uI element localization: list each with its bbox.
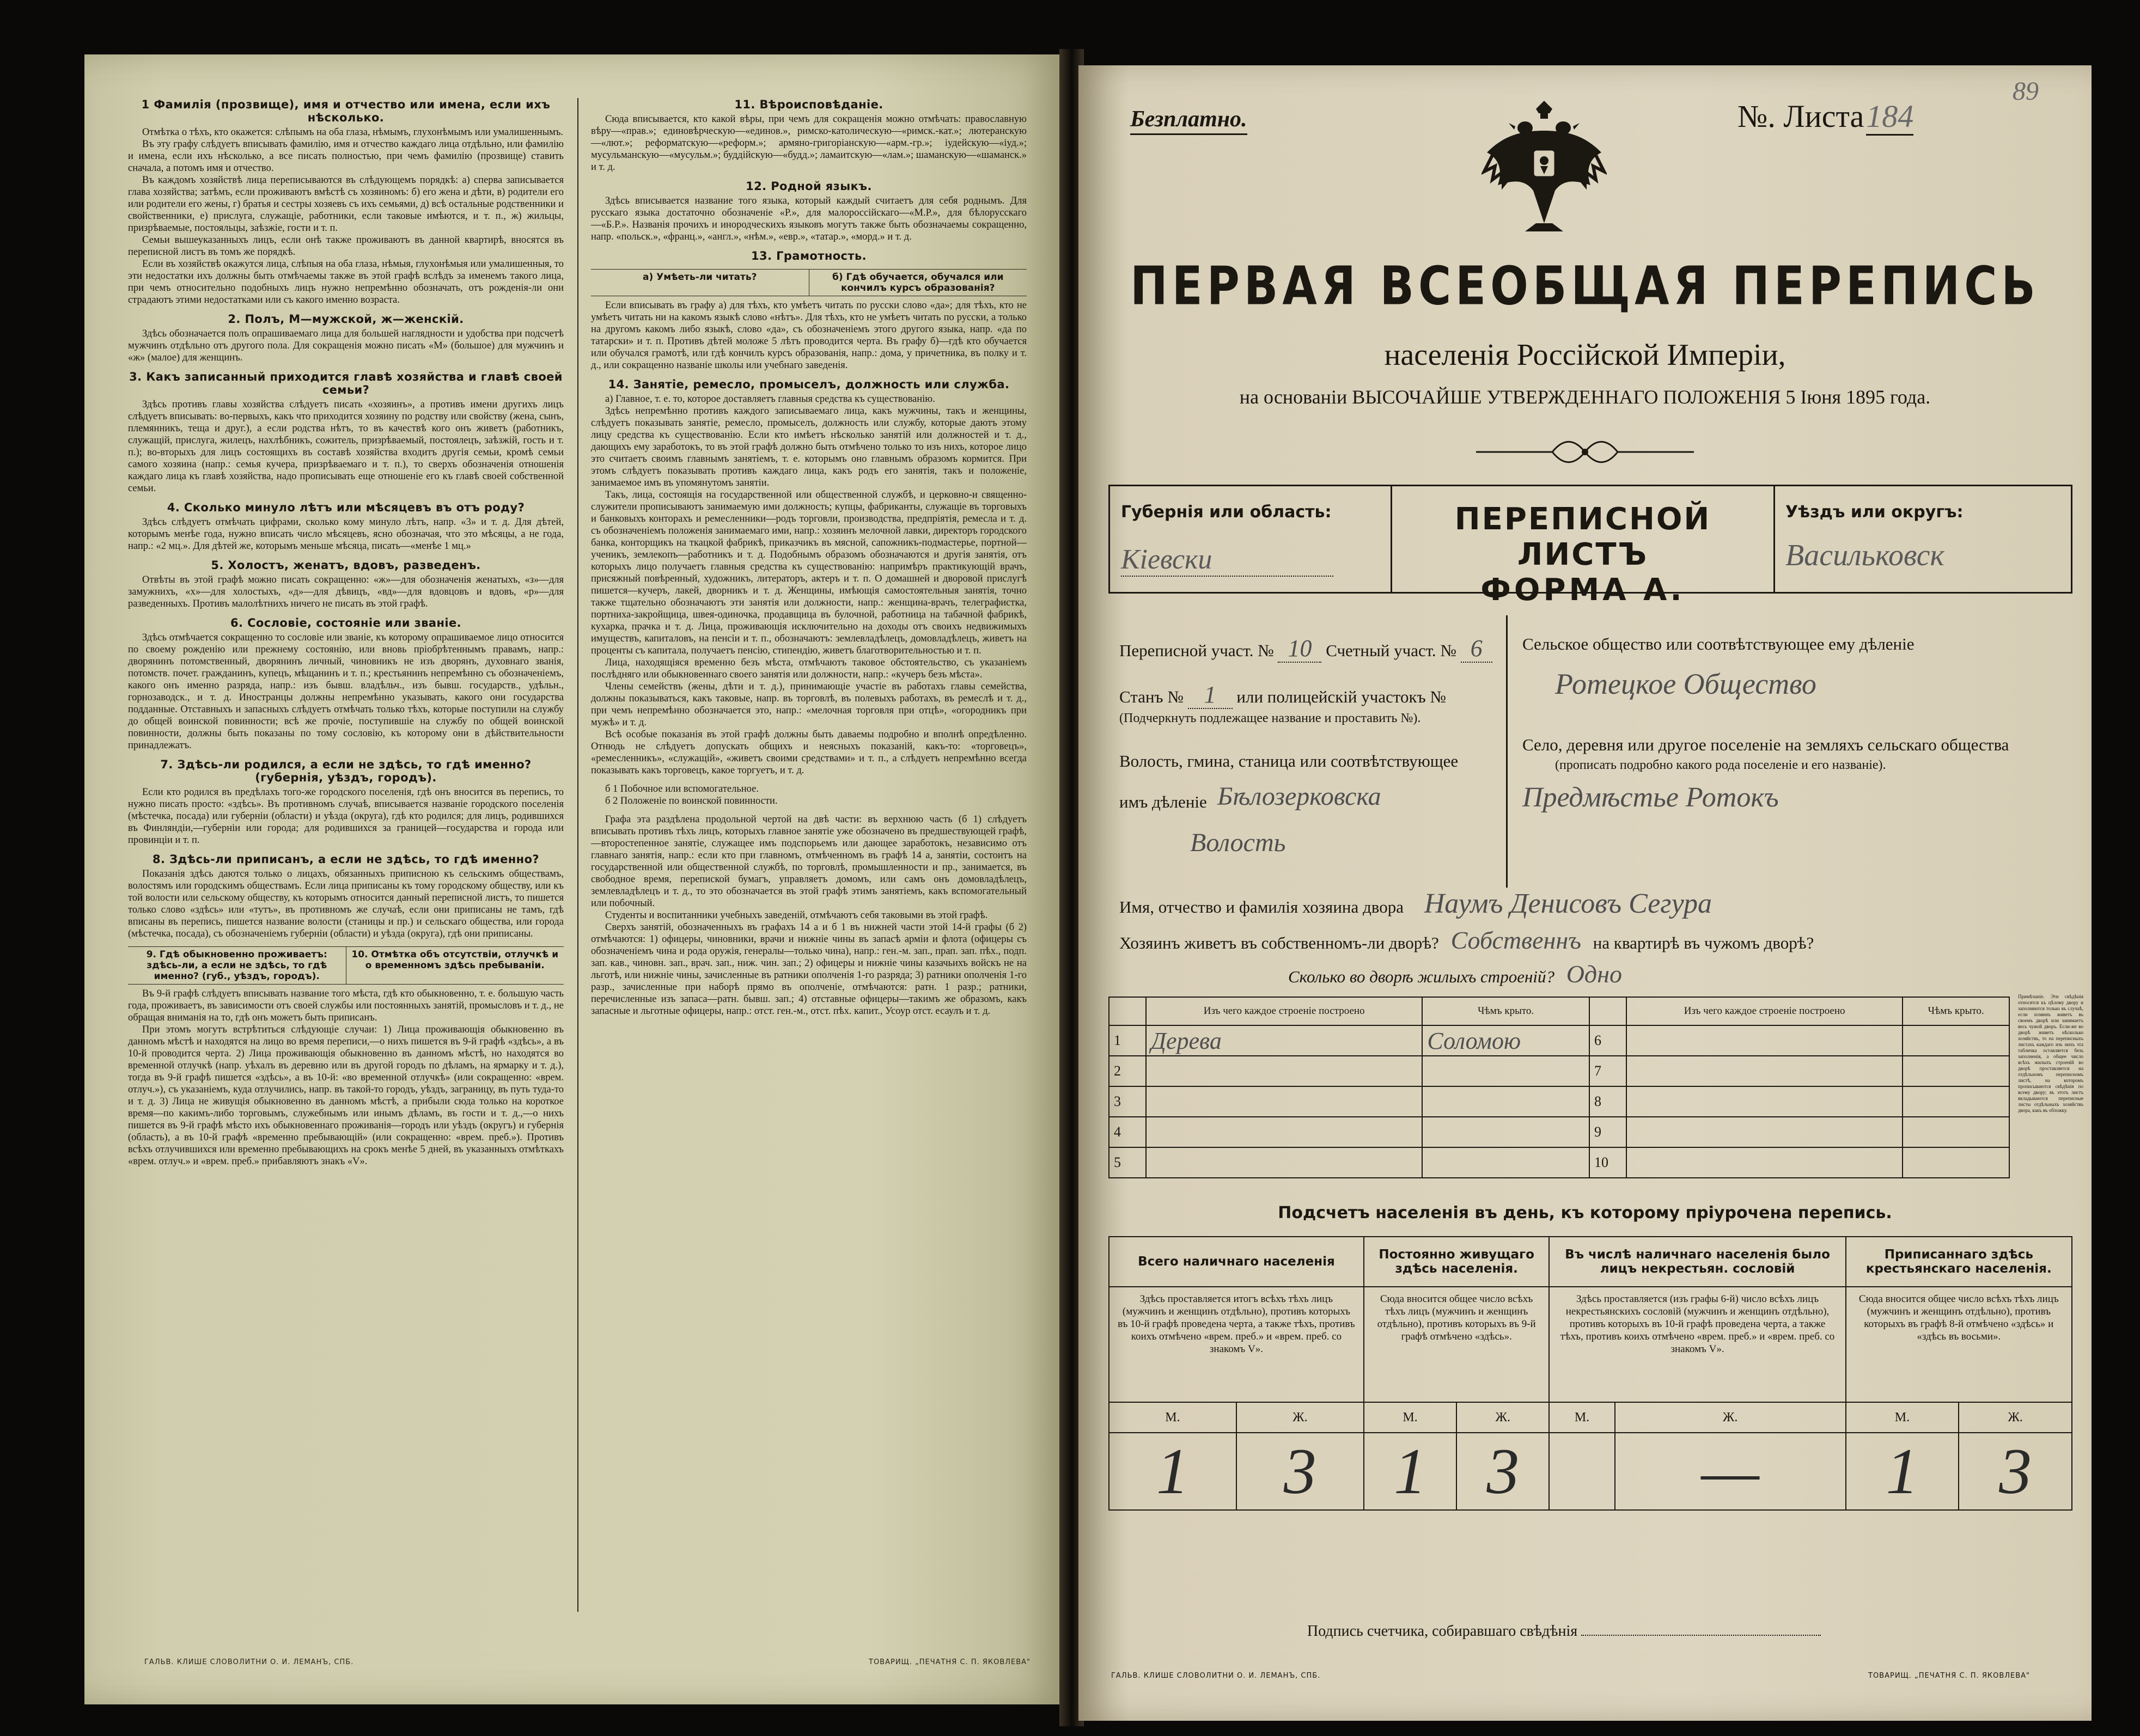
- owner-field: [1119, 888, 1712, 920]
- form-fields: [1108, 615, 2072, 988]
- instruction-paragraph: б 1 Побочное или вспомогательное.: [605, 784, 759, 794]
- form-title: ПЕРВАЯ ВСЕОБЩАЯ ПЕРЕПИСЬ: [1130, 256, 2040, 317]
- instruction-section: [591, 180, 1027, 243]
- building-number: 1: [1109, 1025, 1146, 1056]
- tally-female-value: —: [1615, 1433, 1846, 1510]
- rural-society-label: Сельское общество или соотвѣтствующее ему дѣленіе: [1522, 634, 1915, 653]
- instruction-heading: 8. Здѣсь-ли приписанъ, а если не здѣсь, то гдѣ именно?: [153, 853, 539, 866]
- instruction-sections-right: [591, 98, 1027, 262]
- signature-label: Подпись счетчика, собиравшаго свѣдѣнія: [1307, 1623, 1578, 1640]
- form-subtitle: населенія Россійской Имперіи,: [1384, 338, 1786, 372]
- count-district-value: 6: [1461, 635, 1492, 663]
- volost-value: Бѣлозерковска: [1217, 782, 1381, 811]
- instruction-paragraph: Здѣсь вписывается название того языка, который каждый считаетъ для себя роднымъ. Для русскаго языка достаточно обозначеніе «Р.», для малороссійскаго—«М.Р.», для бѣлорусскаго—«Б.Р.». Названія прочихъ и инородческихъ языковъ могутъ также быть обозначаемы сокращенно, напр. «польск.», «франц.», «англ.», «нѣм.», «евр.», «татар.», «морд.» и т. д.: [591, 195, 1027, 242]
- instruction-paragraph: При этомъ могутъ встрѣтиться слѣдующіе случаи: 1) Лица проживающія обыкновенно въ данномъ мѣстѣ и находятся на лицо во время переписи,—о нихъ пишется въ 9-й графѣ «здѣсь», а въ 10-й проводится черта. 2) Лица проживающія обыкновенно въ данномъ мѣстѣ, но находятся во временной отлучкѣ (напр. уѣхалъ въ деревню или въ другой городъ по дѣламъ, на ярмарку и т. д.), тогда въ 9-й графѣ пишется «здѣсь», а въ 10-й: «во временной отлучкѣ» (или сокращенно: «врем. отлуч.»), съ указаніемъ, куда отлучились, напр. въ такой-то городъ, уѣздъ, заграницу, въ путь туда-то и т. д. 3) Лица не живущія обыкновенно въ данномъ мѣстѣ, а прибыли сюда только на короткое время—по какимъ-либо торговымъ, служебнымъ или инымъ дѣламъ, въ гости и т. д.,—о нихъ пишется въ 9-й графѣ мѣсто ихъ обыкновеннаго проживанія—городъ или уѣздъ (округъ) и губернія (область), а въ 10-й графѣ «временно пребывающій» (или сокращенно: «врем. преб.»). Противъ всѣхъ отлучившихся или временно пребывающихъ на срокъ менѣе 5 дней, въ указанныхъ отмѣткахъ «врем. отлуч.» и «врем. преб.» прибавляютъ знакъ «V».: [128, 1024, 564, 1167]
- building-number: 6: [1589, 1025, 1626, 1056]
- printer-imprint-right: ТОВАРИЩ. „ПЕЧАТНЯ С. П. ЯКОВЛЕВА": [869, 1658, 1031, 1666]
- instruction-section: [591, 378, 1027, 777]
- building-material: [1626, 1117, 1903, 1147]
- building-material: [1146, 1147, 1422, 1178]
- instruction-paragraph: Показанія здѣсь даются только о лицахъ, обязанныхъ приписною къ сельскимъ обществамъ, волостямъ или городскимъ обществамъ. Если лица приписаны къ тому городскому обществу, или къ той волости или сельскому обществу, къ которымъ относится данный переписной листъ, то пишется только слово «здѣсь» или «тутъ», въ противномъ же случаѣ, если они приписаны не тамъ, гдѣ вписаны въ перепись, пишется название волости (станицы и пр.) и сельскаго общества, или города (мѣстечка, посада), съ обозначеніемъ губерніи (области) и уѣзда (округа), гдѣ они приписаны.: [128, 869, 564, 939]
- instruction-section: [128, 501, 564, 552]
- buildings-table: [1108, 997, 2010, 1178]
- volost-label-2: имъ дѣленіе: [1119, 792, 1207, 811]
- instruction-paragraph: б 2 Положеніе по воинской повинности.: [605, 796, 778, 806]
- buildings-count-value: Одно: [1566, 960, 1623, 988]
- printer-imprint-form-right: ТОВАРИЩ. „ПЕЧАТНЯ С. П. ЯКОВЛЕВА": [1868, 1672, 2031, 1680]
- volost-label: Волость, гмина, станица или соотвѣтствующее: [1119, 751, 1459, 771]
- instruction-heading: 7. Здѣсь-ли родился, а если не здѣсь, то гдѣ именно? (губернія, уѣздъ, городъ).: [160, 758, 532, 784]
- sheet-number-value: 184: [1866, 99, 1913, 136]
- enumerator-signature: [1307, 1623, 1821, 1640]
- instruction-sections-right-tail: [591, 299, 1027, 1017]
- instruction-paragraph: а) Главное, т. е. то, которое доставляетъ главныя средства къ существованію.: [605, 394, 935, 405]
- rural-society-value: Ротецкое Общество: [1555, 668, 1816, 700]
- buildings-table-header: [1109, 997, 2009, 1025]
- instruction-section: [128, 370, 564, 494]
- ornament-divider-icon: [1471, 436, 1699, 468]
- tally-column-heading: Всего наличнаго населенія: [1109, 1237, 1364, 1287]
- tally-male-value: 1: [1846, 1433, 1959, 1510]
- instruction-section: [128, 616, 564, 751]
- instruction-section: [128, 313, 564, 364]
- table-row: [1109, 1086, 2009, 1117]
- tally-header-row: [1109, 1237, 2072, 1287]
- building-material: [1626, 1025, 1903, 1056]
- instruction-heading-10: 10. Отмѣтка объ отсутствіи, отлучкѣ и о временномъ здѣсь пребываніи.: [346, 947, 564, 984]
- instruction-paragraph: Сверхъ занятій, обозначенныхъ въ графахъ 14 а и б 1 въ нижней части этой 14-й графы (б 2) отмѣчаются: 1) офицеры, чиновники, врачи и нижніе чины въ запасѣ арміи и флота (офицеры съ обозначеніемъ чина и рода оружія, генералы—только чина), напр.: ген.-м. зап., прап. зап. пѣх., подп. зап. кав., чиновн. зап., врач. зап., ниж. чин. зап.; 2) офицеры и нижніе чины казачьихъ войскъ не на льготѣ, или нижніе чины, зачисленные въ ратники ополченія 1-го разряда; 3) ратники ополченія 1-го разр., зачисленные при наборѣ прямо въ ополченіе, отмѣчаются: ратн. 1 разр.; ратники, перечисленные изъ запаса—ратн. бывш. зап.; 4) отставные офицеры—такимъ же образомъ, какъ запасные и льготные офицеры, напр.: отст. ген.-м., отст. пѣх. капит., Усоур отст. есаулъ и т. д.: [591, 922, 1027, 1017]
- form-legal-basis: на основаніи ВЫСОЧАЙШЕ УТВЕРЖДЕННАГО ПОЛОЖЕНІЯ 5 Іюня 1895 года.: [1239, 386, 1931, 408]
- census-sheet-title: [1391, 486, 1775, 608]
- census-district-label: Переписной участ. №: [1119, 641, 1274, 660]
- instruction-paragraph: Въ каждомъ хозяйствѣ лица переписываются въ слѣдующемъ порядкѣ: а) сперва записывается глава хозяйства; затѣмъ, если проживаютъ вмѣстѣ съ хозяиномъ: б) его жена и дѣти, в) родители его или родители его жены, г) братья и сестры хозяевъ съ ихъ семьями, д) всѣ остальные родственники и свойственники, е) прислуга, служащіе, работники, если таковые имѣются, и т. п., ж) жильцы, призрѣваемые, постояльцы, заѣзжіе, гости и т. п.: [128, 175, 564, 234]
- volost-value-2: Волость: [1190, 828, 1286, 857]
- instruction-heading: 3. Какъ записанный приходится главѣ хозяйства и главѣ своей семьи?: [129, 370, 563, 396]
- split-heading-13: [591, 269, 1027, 296]
- table-row: [1109, 1025, 2009, 1056]
- building-roof: Соломою: [1422, 1025, 1589, 1056]
- tally-column-heading: Постоянно живущаго здѣсь населенія.: [1364, 1237, 1550, 1287]
- building-roof: [1422, 1086, 1589, 1117]
- instruction-paragraph: Такъ, лица, состоящія на государственной или общественной службѣ, и церковно-и священно-служители прописываютъ занимаемую ими должность; купцы, фабриканты, служащіе въ торговыхъ и банковыхъ конторахъ и ремесленники—родъ торговли, производства, предпріятія, ремесла и т. д. съ обозначеніемъ положенія занимаемаго ими, напр.: хозяинъ мелочной лавки, директоръ городского банка, конторщикъ на ткацкой фабрикѣ, приказчикъ въ мясной, сапожникъ-подмастерье, портной—ученикъ, землекопъ—работникъ и т. д. Подобнымъ образомъ обозначаются и другія занятія, отъ которыхъ лицо получаетъ главныя средства къ существованію: напримѣръ практикующій врачъ, присяжный повѣренный, художникъ, литераторъ, актеръ и т. п. О домашней и дворовой прислугѣ пишется—кучеръ, лакей, дворникъ и т. д. Женщины, имѣющія самостоятельныя занятія, точно также тщательно обозначаютъ эти занятія или должности, напр.: женщина-врачъ, телеграфистка, портниха-закройщица, швея-одиночка, продавщица въ булочной, работница на табачной фабрикѣ, кухарка, прачка и т. д. Лица, проживающія исключительно на доходы отъ своихъ недвижимыхъ имуществъ, капиталовъ, на пенсіи и т. п., обозначаютъ: землевладѣлецъ, домовладѣлецъ, живетъ на проценты съ капитала, получаетъ пенсію, стипендію, живетъ благотворительностью и т. п.: [591, 490, 1027, 656]
- instruction-paragraph: Члены семействъ (жены, дѣти и т. д.), принимающіе участіе въ работахъ главы семейства, должны показываться, какъ таковые, напр. въ торговлѣ, въ полевыхъ работахъ, въ ремеслѣ и т. д., при чемъ непремѣнно обозначается это, напр.: «мелочная торговля при отцѣ», «огородникъ при мужѣ» и т. д.: [591, 681, 1027, 728]
- tally-female-label: Ж.: [1959, 1402, 2072, 1433]
- building-material: [1626, 1147, 1903, 1178]
- building-number: 9: [1589, 1117, 1626, 1147]
- instruction-paragraph: Студенты и воспитанники учебныхъ заведеній, отмѣчаютъ себя таковыми въ этой графѣ.: [605, 910, 988, 921]
- village-label: Село, деревня или другое поселеніе на земляхъ сельскаго общества: [1522, 735, 2009, 754]
- tally-male-value: 1: [1109, 1433, 1236, 1510]
- tally-female-value: 3: [1236, 1433, 1364, 1510]
- instruction-section: [591, 299, 1027, 371]
- instruction-heading-13b: б) Гдѣ обучается, обучался или кончилъ курсъ образованія?: [809, 270, 1027, 296]
- table-row: [1109, 1117, 2009, 1147]
- tally-description-row: [1109, 1287, 2072, 1402]
- instruction-section: [591, 814, 1027, 1017]
- building-roof: [1903, 1147, 2009, 1178]
- instruction-paragraph: Отвѣты въ этой графѣ можно писать сокращенно: «ж»—для обозначенія женатыхъ, «з»—для замужнихъ, «х»—для холостыхъ, «д»—для дѣвицъ, «вд»—для вдовцовъ и вдовъ, «р»—для разведенныхъ. Противъ малолѣтнихъ ничего не писать въ этой графѣ.: [128, 574, 564, 609]
- district-value: Васильковск: [1785, 539, 1944, 572]
- tally-female-value: 3: [1959, 1433, 2072, 1510]
- instruction-paragraph: Если вписывать въ графу а) для тѣхъ, кто умѣетъ читать по русски слово «да»; для тѣхъ, кто не умѣетъ читать ни на какомъ языкѣ слово «нѣтъ». Для тѣхъ, кто не умѣетъ читать по русски, а только на другомъ какомъ либо языкѣ, слово «да», съ обозначеніемъ этого другого языка, напр. «да по татарски» и т. п. Противъ дѣтей моложе 5 лѣтъ проводится черта. Въ графу б)—гдѣ кто обучается или обучался грамотѣ, или гдѣ кончилъ курсъ образованія, напр.: дома, у причетника, въ полку и т. д., или сокращенно названіе школы или учебнаго заведенія.: [591, 300, 1027, 371]
- building-roof: [1422, 1117, 1589, 1147]
- instruction-paragraph: Здѣсь непремѣнно противъ каждого записываемаго лица, какъ мужчины, такъ и женщины, слѣдуетъ показывать занятіе, ремесло, промыселъ, должность или службу, которые даютъ этому лицу средства къ существованію. Если кто имѣетъ нѣсколько занятій или должностей и т. д., дающихъ ему заработокъ, то въ этой графѣ должно быть отмѣчено только то изъ нихъ, которое лицо это считаетъ своимъ главнымъ занятіемъ, т. е. которымъ оно главнымъ образомъ кормится. При этомъ слѣдуетъ показывать противъ каждаго лица, какъ родъ его занятія, такъ и положеніе, занимаемое имъ въ упомянутомъ занятіи.: [591, 406, 1027, 488]
- instruction-paragraph: Здѣсь слѣдуетъ отмѣчать цифрами, сколько кому минуло лѣтъ, напр. «3» и т. д. Для дѣтей, которымъ менѣе года, нужно вписать число мѣсяцевъ, ясно обозначая, что это мѣсяцы, а не года, напр.: «2 мц.». Для дѣтей же, которымъ меньше мѣсяца, писать—«менѣе 1 мц.»: [128, 517, 564, 552]
- split-heading-9-10: [128, 946, 564, 985]
- building-roof: [1903, 1056, 2009, 1086]
- police-district-label: или полицейскій участокъ №: [1236, 687, 1446, 706]
- column-divider: [577, 98, 578, 1612]
- instruction-heading: 11. Вѣроисповѣданіе.: [734, 98, 883, 111]
- buildings-note: Примѣчаніе. Эти свѣдѣнія относятся къ цѣлому двору и заполняются только въ случаѣ, если хозяинъ живетъ въ своемъ дворѣ или занимаетъ весь чужой дворъ. Если-же во дворѣ живетъ нѣсколько хозяйствъ, то на переписныхъ листахъ каждаго изъ нихъ эта табличка оставляется безъ заполненія, а общее число всѣхъ жилыхъ строеній во дворѣ проставляется на отдѣльномъ переписномъ листѣ, на которомъ прописываются свѣдѣнія по всему двору; въ этотъ листъ вкладываются переписные листы отдѣльныхъ хозяйствъ двора, какъ въ обложку.: [2018, 994, 2083, 1113]
- table-header-cell: Чѣмъ крыто.: [1422, 997, 1589, 1025]
- instruction-section: [128, 559, 564, 610]
- building-roof: [1903, 1025, 2009, 1056]
- instruction-heading: 5. Холостъ, женатъ, вдовъ, разведенъ.: [211, 559, 481, 572]
- table-header-cell: [1109, 997, 1146, 1025]
- printer-imprint-left: ГАЛЬВ. КЛИШЕ СЛОВОЛИТНИ О. И. ЛЕМАНЪ, СПБ.: [144, 1658, 354, 1666]
- building-number: 10: [1589, 1147, 1626, 1178]
- building-number: 5: [1109, 1147, 1146, 1178]
- census-district-value: 10: [1278, 635, 1321, 663]
- province-label: Губернія или область:: [1121, 503, 1332, 522]
- building-number: 3: [1109, 1086, 1146, 1117]
- owner-value: Наумъ Денисовъ Сегура: [1424, 888, 1712, 919]
- instruction-paragraph: Здѣсь противъ главы хозяйства слѣдуетъ писать «хозяинъ», а противъ имени другихъ лицъ слѣдуетъ вписывать: во-первыхъ, какъ что приходится хозяину по родству или свойству (жена, сынъ, племянникъ, теща и друг.), а если родства нѣтъ, то въ качествѣ кого онъ живетъ (работникъ, служащій, прислуга, жилецъ, нахлѣбникъ, сожитель, призрѣваемый, постоялецъ, заѣзжій, гость и т. п.); во-вторыхъ для лицъ состоящихъ въ составѣ хозяйства входитъ другія семьи, кромѣ семьи самого хозяина (напр.: семья кучера, призрѣваемаго и т. п.), то сверхъ обозначенія отношенія каждаго лица къ главѣ хозяйства, надо прописывать еще отношеніе его къ главѣ своей собственной семьи.: [128, 399, 564, 494]
- tally-male-label: М.: [1846, 1402, 1959, 1433]
- tally-male-value: 1: [1364, 1433, 1456, 1510]
- building-material: Дерева: [1146, 1025, 1422, 1056]
- instruction-paragraph: Отмѣтка о тѣхъ, кто окажется: слѣпымъ на оба глаза, нѣмымъ, глухонѣмымъ или умалишеннымъ.: [142, 127, 564, 138]
- tally-column-heading: Въ числѣ наличнаго населенія было лицъ некрестьян. сословій: [1549, 1237, 1845, 1287]
- tally-heading: Подсчетъ населенія въ день, къ которому пріурочена перепись.: [1278, 1203, 1892, 1222]
- census-form-page: [1078, 65, 2092, 1721]
- tally-male-label: М.: [1549, 1402, 1614, 1433]
- building-roof: [1422, 1056, 1589, 1086]
- double-headed-eagle-icon: [1481, 98, 1607, 234]
- instruction-heading: 13. Грамотность.: [751, 249, 867, 262]
- building-roof: [1903, 1086, 2009, 1117]
- instruction-section: [591, 98, 1027, 173]
- tally-column-description: Сюда вносится общее число всѣхъ тѣхъ лицъ (мужчинъ и женщинъ отдѣльно), противъ которыхъ въ 9-й графѣ отмѣчено «здѣсь».: [1364, 1287, 1550, 1402]
- instruction-paragraph: Въ 9-й графѣ слѣдуетъ вписывать название того мѣста, гдѣ кто обыкновенно, т. е. большую часть года, проживаетъ, въ зависимости отъ своей службы или постоянныхъ занятій, промысловъ и т. д., не обращая вниманія на то, гдѣ онъ можетъ быть приписанъ.: [128, 988, 564, 1023]
- table-row: [1109, 1056, 2009, 1086]
- population-tally-table: [1108, 1236, 2072, 1511]
- instruction-paragraph: Графа эта раздѣлена продольной чертой на двѣ части: въ верхнюю часть (б 1) слѣдуетъ вписывать противъ тѣхъ лицъ, которыхъ главное занятіе уже обозначено въ предшествующей графѣ,—второстепенное занятіе, служащее имъ подспорьемъ или дающее заработокъ, независимо отъ главнаго занятія, напр.: если кто при главномъ, отмѣченномъ въ графѣ 14 а, занятіи, состоитъ на государственной или общественной службѣ, по торговлѣ, промышленности и пр., занимается, въ свободное время, перепиской бумагъ, управляетъ домомъ, или самъ онъ домовладѣлецъ, землевладѣлецъ и т. д., то это обозначается въ этой графѣ этимъ занятіемъ, какъ вспомогательный или побочный.: [591, 814, 1027, 909]
- instruction-heading: 14. Занятіе, ремесло, промыселъ, должность или служба.: [608, 378, 1010, 391]
- sheet-number: [1737, 98, 1913, 135]
- table-header-cell: Изъ чего каждое строеніе построено: [1146, 997, 1422, 1025]
- stan-value: 1: [1188, 681, 1233, 709]
- table-header-cell: [1589, 997, 1626, 1025]
- tally-female-label: Ж.: [1456, 1402, 1549, 1433]
- instruction-heading: 2. Полъ, М—мужской, ж—женскій.: [228, 313, 464, 326]
- buildings-count-label: Сколько во дворѣ жилыхъ строеній?: [1288, 967, 1554, 986]
- instruction-paragraph: Семьи вышеуказанныхъ лицъ, если онѣ также проживаютъ въ данной квартирѣ, вносятся въ переписной листъ въ томъ же порядкѣ.: [128, 235, 564, 258]
- printer-imprint-form-left: ГАЛЬВ. КЛИШЕ СЛОВОЛИТНИ О. И. ЛЕМАНЪ, СПБ.: [1111, 1672, 1321, 1680]
- stan-label: Станъ №: [1119, 687, 1184, 706]
- building-material: [1626, 1056, 1903, 1086]
- stan-note: (Подчеркнуть подлежащее название и проставить №).: [1119, 711, 1421, 725]
- instruction-section: [128, 758, 564, 846]
- instruction-section: [128, 98, 564, 306]
- owner-residence-field: [1119, 926, 1814, 955]
- building-number: 7: [1589, 1056, 1626, 1086]
- building-number: 2: [1109, 1056, 1146, 1086]
- tally-column-heading: Приписаннаго здѣсь крестьянскаго населенія.: [1846, 1237, 2072, 1287]
- census-district-field: [1119, 634, 1492, 662]
- tally-female-label: Ж.: [1615, 1402, 1846, 1433]
- instruction-paragraph: Здѣсь отмѣчается сокращенно то сословіе или званіе, къ которому опрашиваемое лицо относится по своему рожденію или прежнему состоянію, или вновь пріобрѣтеннымъ правамъ, напр.: дворянинъ потомственный, дворянинъ личный, чиновникъ не изъ дворянъ, духовнаго званія, потомств. почет. гражданинъ, купецъ, мѣщанинъ и т. п.; крестьянинъ непремѣнно съ обозначеніемъ, какого онъ именно разряда, напр.: изъ бывш. владѣльч., изъ бывш. государств., удѣльн., горнозаводск., и т. д. Иностранцы должны непремѣнно указывать, какого они государства подданные. Отставныхъ и запасныхъ слѣдуетъ отмѣчать только тѣхъ, которые поступили на службу до общей воинской повинности; всѣ же прочіе, поступившіе на службу по общей воинской повинности, должны быть показаны по тому сословію, къ которому они в дѣйствительности принадлежатъ.: [128, 632, 564, 751]
- instructions-column-left: [128, 98, 564, 1645]
- tally-values-row: [1109, 1433, 2072, 1510]
- instruction-9-10-text: [128, 988, 564, 1167]
- tally-column-description: Сюда вносится общее число всѣхъ тѣхъ лицъ (мужчинъ и женщинъ отдѣльно), противъ которыхъ въ графѣ 8-й отмѣчено «здѣсь» и «здѣсь въ восьми».: [1846, 1287, 2072, 1402]
- instruction-sections-left: [128, 98, 564, 940]
- instruction-paragraph: Лица, находящіяся временно безъ мѣста, отмѣчаютъ таковое обстоятельство, съ указаніемъ послѣдняго или обыкновеннаго своего занятія или должности, напр.: «кучеръ безъ мѣста».: [591, 657, 1027, 680]
- instruction-section: [128, 853, 564, 940]
- owner-residence-value: Собственнъ: [1450, 926, 1582, 954]
- tally-female-label: Ж.: [1236, 1402, 1364, 1433]
- instruction-paragraph: Если кто родился въ предѣлахъ того-же городского поселенія, гдѣ онъ вносится въ перепись, то нужно писать просто: «здѣсь». Въ противномъ случаѣ, вписывается названіе городского поселенія (мѣстечка, посада) или губерніи (области) и уѣзда (округа), гдѣ кто родился; для лицъ, родившихся въ Финляндіи,—губерніи или города; для родившихся за границей—государства и города или провинціи и т. п.: [128, 787, 564, 846]
- tally-male-value: [1549, 1433, 1614, 1510]
- instruction-heading: 1 Фамилія (прозвище), имя и отчество или имена, если ихъ нѣсколько.: [141, 98, 551, 124]
- fields-divider: [1506, 615, 1508, 888]
- tally-sex-row: [1109, 1402, 2072, 1433]
- building-material: [1146, 1056, 1422, 1086]
- tally-column-description: Здѣсь проставляется итогъ всѣхъ тѣхъ лицъ (мужчинъ и женщинъ отдѣльно), противъ которыхъ въ 10-й графѣ проведена черта, а также тѣхъ, противъ коихъ отмѣчено «врем. преб.» и «врем. преб. со знакомъ V».: [1109, 1287, 1364, 1402]
- signature-blank: [1581, 1635, 1821, 1636]
- stan-field: [1119, 681, 1446, 708]
- owner-residence-label-2: на квартирѣ въ чужомъ дворѣ?: [1593, 933, 1814, 952]
- buildings-count-field: [1288, 959, 1622, 988]
- province-value: Кіевски: [1121, 543, 1333, 577]
- village-value: Предмѣстье Ротокъ: [1522, 782, 1779, 813]
- table-header-cell: Чѣмъ крыто.: [1903, 997, 2009, 1025]
- building-material: [1146, 1117, 1422, 1147]
- count-district-label: Счетный участ. №: [1326, 641, 1457, 660]
- instruction-paragraph: Сюда вписывается, кто какой вѣры, при чемъ для сокращенія можно отмѣчать: православную вѣру—«прав.»; единовѣрческую—«единов.», римско-католическую—«римск.-кат.»; лютеранскую—«лют.»; реформатскую—«реформ.»; армяно-григоріанскую—«арм.-гр.»; іудейскую—«іуд.»; мусульманскую—«мусульм.»; буддійскую—«будд.»; ламаитскую—«лам.»; шаманскую—«шаманск.» и т. д.: [591, 114, 1027, 173]
- free-of-charge-label: Безплатно.: [1130, 106, 1247, 135]
- census-sheet-form-label: ФОРМА А.: [1480, 572, 1685, 608]
- buildings-table-body: [1109, 1025, 2009, 1178]
- instructions-column-right: [591, 98, 1027, 1645]
- building-material: [1146, 1086, 1422, 1117]
- instruction-paragraph: Если въ хозяйствѣ окажутся лица, слѣпыя на оба глаза, нѣмыя, глухонѣмыя или умалишенныя, то эти недостатки ихъ должны быть отмѣчаемы также въ этой графѣ вслѣдъ за именемъ такого лица, при чемъ относительно подобныхъ лицъ нужно непремѣнно обозначать, отъ рожденія-ли они страдаютъ этими недостатками или съ какого именно возраста.: [128, 259, 564, 305]
- instruction-heading: 12. Родной языкъ.: [746, 180, 872, 193]
- margin-pencil-number: 89: [2013, 77, 2039, 106]
- village-note: (прописать подробно какого рода поселеніе и его названіе).: [1555, 758, 1886, 772]
- building-roof: [1422, 1147, 1589, 1178]
- tally-male-label: М.: [1109, 1402, 1236, 1433]
- building-number: 8: [1589, 1086, 1626, 1117]
- building-roof: [1903, 1117, 2009, 1147]
- sheet-number-label: №. Листа: [1737, 99, 1864, 134]
- district-label: Уѣздъ или округъ:: [1785, 503, 1964, 522]
- instruction-heading: 4. Сколько минуло лѣтъ или мѣсяцевъ въ отъ роду?: [167, 501, 525, 514]
- instruction-paragraph: Въ эту графу слѣдуетъ вписывать фамилію, имя и отчество каждаго лица отдѣльно, или фамилію и имена, если ихъ нѣсколько, а все писать полностью, при чемъ фамилію (прозвище) ставить сначала, а потомъ имя и отчество.: [128, 139, 564, 174]
- building-number: 4: [1109, 1117, 1146, 1147]
- tally-male-label: М.: [1364, 1402, 1456, 1433]
- instruction-paragraph: Всѣ особые показанія въ этой графѣ должны быть даваемы подробно и вполнѣ опредѣленно. Отнюдь не слѣдуетъ допускать общихъ и неясныхъ показаній, какъ-то: «торговецъ», «ремесленникъ», «служащій», «живетъ своими средствами» и т. п., а слѣдуетъ непремѣнно всегда показывать какъ торговецъ, какое торгуетъ, и т. д.: [591, 729, 1027, 776]
- table-header-cell: Изъ чего каждое строеніе построено: [1626, 997, 1903, 1025]
- tally-female-value: 3: [1456, 1433, 1549, 1510]
- form-header-box: [1108, 485, 2072, 608]
- instruction-paragraph: Здѣсь обозначается полъ опрашиваемаго лица для большей наглядности и удобства при подсчетѣ мужчинъ отдѣльно отъ другого пола. Для сокращенія можно писать «М» (большое) для мужчинъ и «ж» (малое) для женщинъ.: [128, 328, 564, 363]
- instruction-section: [591, 249, 1027, 262]
- owner-label: Имя, отчество и фамилія хозяина двора: [1119, 897, 1404, 916]
- building-material: [1626, 1086, 1903, 1117]
- instruction-heading: 6. Сословіе, состояніе или званіе.: [230, 616, 461, 629]
- instruction-heading-9: 9. Гдѣ обыкновенно проживаетъ: здѣсь-ли, а если не здѣсь, то гдѣ именно? (губ., уѣздъ, городъ).: [146, 949, 327, 982]
- owner-residence-label-1: Хозяинъ живетъ въ собственномъ-ли дворѣ?: [1119, 933, 1439, 952]
- instructions-page: [84, 54, 1065, 1704]
- census-sheet-title-line1: ПЕРЕПИСНОЙ ЛИСТЪ: [1454, 502, 1711, 572]
- instruction-section: [591, 783, 1027, 807]
- tally-column-description: Здѣсь проставляется (изъ графы 6-й) число всѣхъ лицъ некрестьянскихъ сословій (мужчинъ и женщинъ отдѣльно), противъ которыхъ въ 10-й графѣ проведена черта, а также тѣхъ, противъ коихъ отмѣчено «врем. преб.» и «врем. преб. со знакомъ V».: [1549, 1287, 1845, 1402]
- table-row: [1109, 1147, 2009, 1178]
- instruction-heading-13a: а) Умѣеть-ли читать?: [642, 272, 757, 283]
